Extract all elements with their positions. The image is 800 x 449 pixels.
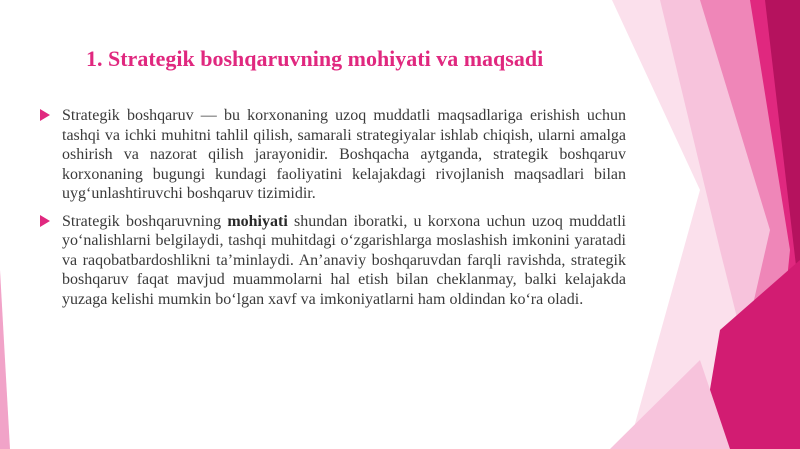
- slide-title: 1. Strategik boshqaruvning mohiyati va maqsadi: [86, 46, 544, 71]
- bullet-text: [62, 212, 626, 310]
- bullet-item: [38, 106, 626, 204]
- bullet-text: Strategik boshqaruv — bu korxonaning uzoq muddatli maqsadlariga erishish uchun tashqi va ichki muhitni tahlil qilish, samarali strategiyalar ishlab chiqish, ularni amalga oshirish va nazorat qilish jarayonidir. Boshqacha aytganda, strategik boshqaruv korxonaning bugungi kundagi faoliyatini kelajakdagi rivojlanish maqsadlari bilan uyg‘unlashtiruvchi boshqaruv tizimidir.: [62, 107, 626, 202]
- bullet-list: [38, 106, 626, 317]
- bullet-item: [38, 212, 626, 310]
- bullet-text-start: Strategik boshqaruvning: [62, 212, 228, 230]
- bullet-text-rest: shundan iboratki, u korxona uchun uzoq muddatli yo‘nalishlarni belgilaydi, tashqi muhitdagi o‘zgarishlarga moslashish imkonini yaratadi va raqobatbardoshlikni ta’minlaydi. An’anaviy boshqaruvdan farqli ravishda, strategik boshqaruv faqat mavjud muammolarni hal etish bilan cheklanmay, balki kelajakda yuzaga kelishi mumkin bo‘lgan xavf va imkoniyatlarni ham oldindan ko‘ra oladi.: [62, 212, 626, 308]
- triangle-bullet-icon: [40, 215, 50, 227]
- left-edge-strip: [0, 270, 10, 449]
- bullet-bold-term: mohiyati: [227, 212, 288, 230]
- triangle-bullet-icon: [40, 109, 50, 121]
